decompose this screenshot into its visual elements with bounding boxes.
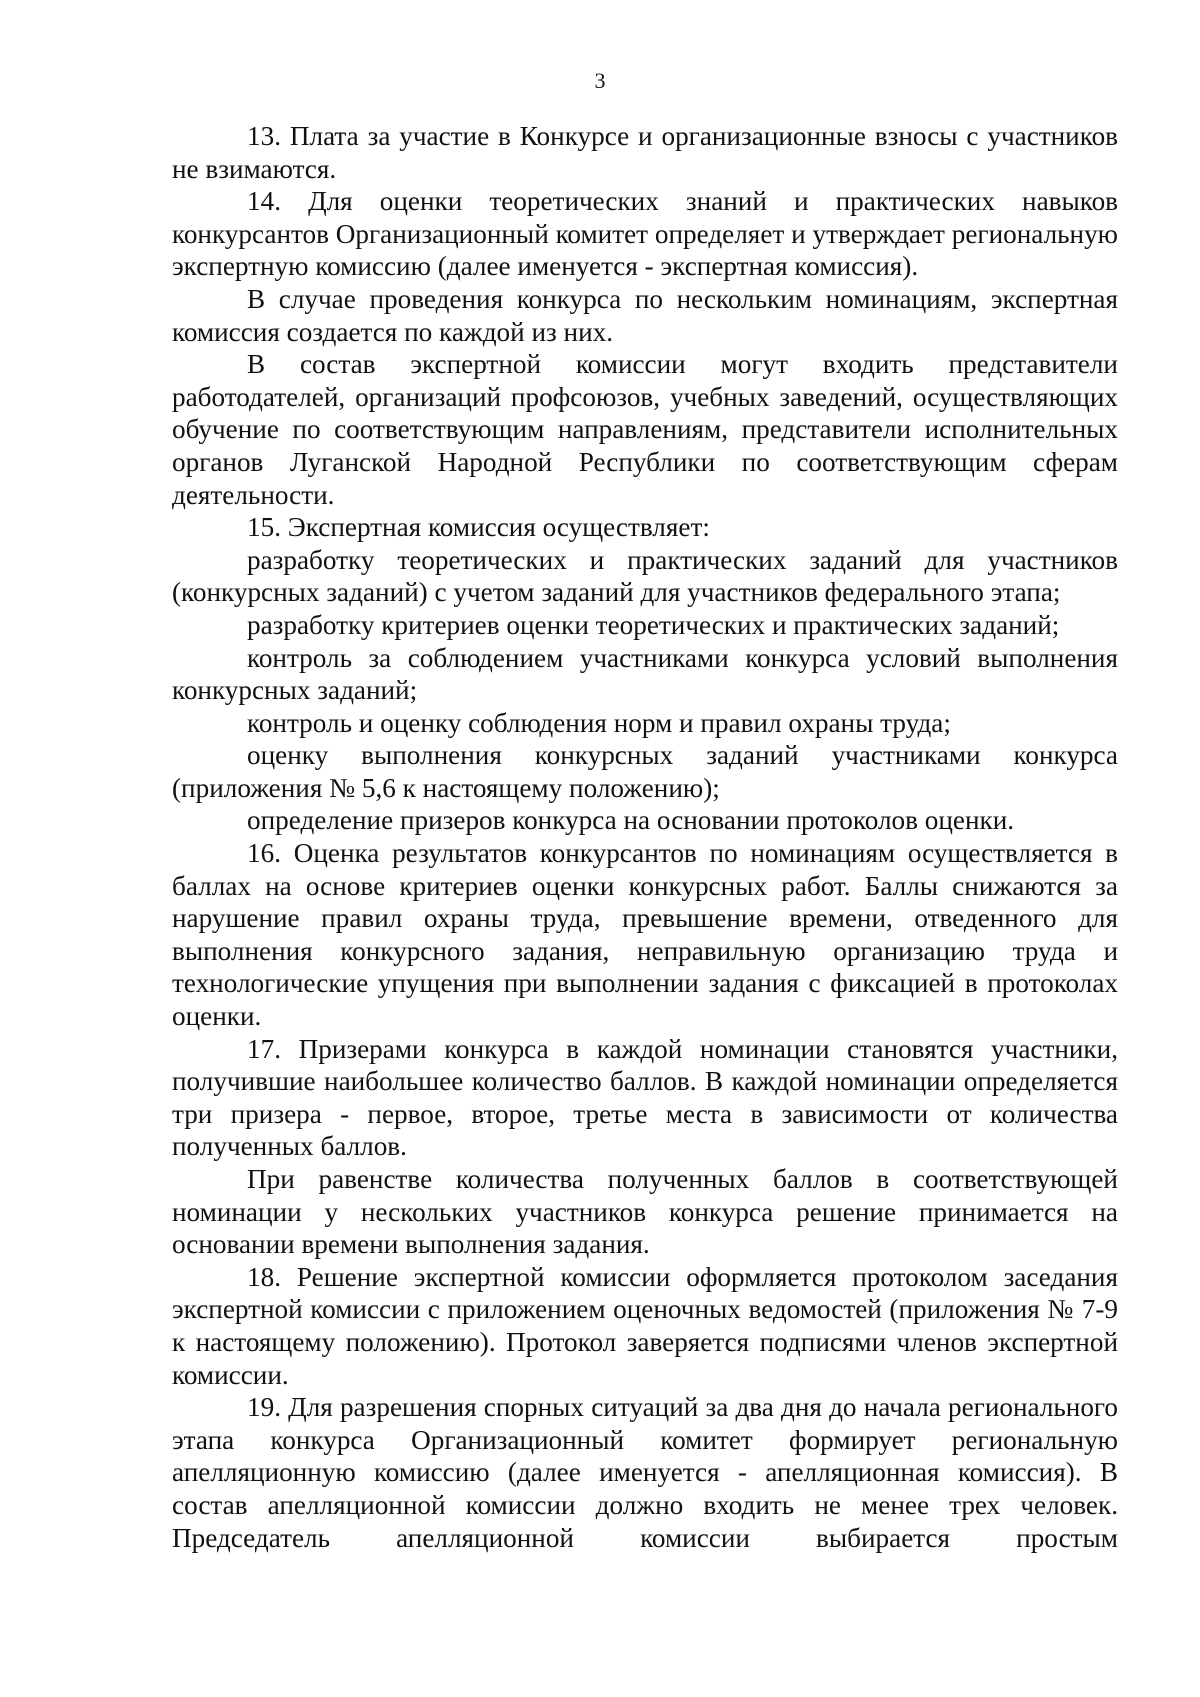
paragraph-18: 18. Решение экспертной комиссии оформляется протоколом заседания экспертной комиссии с приложением оценочных ведомостей (приложения № 7-9 к настоящему положению). Протокол заверяется подписями членов экспертной комиссии. xyxy=(172,1261,1118,1390)
list-item: разработку критериев оценки теоретических и практических заданий; xyxy=(247,609,1060,640)
page-number: 3 xyxy=(594,68,606,93)
paragraph-14-composition: В состав экспертной комиссии могут входить представители работодателей, организаций профсоюзов, учебных заведений, осуществляющих обучение по соответствующим направлениям, представители исполнительных органов Луганской Народной Республики по соответствующим сферам деятельности. xyxy=(172,349,1118,510)
list-item: оценку выполнения конкурсных заданий участниками конкурса (приложения № 5,6 к настоящему положению); xyxy=(172,740,1118,803)
paragraph-13: 13. Плата за участие в Конкурсе и организационные взносы с участников не взимаются. xyxy=(172,121,1118,184)
paragraph-19: 19. Для разрешения спорных ситуаций за два дня до начала регионального этапа конкурса Организационный комитет формирует региональную апелляционную комиссию (далее именуется - апелляционная комиссия). В состав апелляционной комиссии должно входить не менее трех человек. Председатель апелляционной комиссии выбирается простым xyxy=(172,1392,1118,1553)
list-item: контроль за соблюдением участниками конкурса условий выполнения конкурсных заданий; xyxy=(172,642,1118,706)
paragraph-14-nominations: В случае проведения конкурса по нескольким номинациям, экспертная комиссия создается по каждой из них. xyxy=(172,283,1118,347)
list-item: разработку теоретических и практических заданий для участников (конкурсных заданий) с учетом заданий для участников федерального этапа; xyxy=(172,544,1118,608)
paragraph-16: 16. Оценка результатов конкурсантов по номинациям осуществляется в баллах на основе критериев оценки конкурсных работ. Баллы снижаются за нарушение правил охраны труда, превышение времени, отведенного для выполнения конкурсного задания, неправильную организацию труда и технологические упущения при выполнении задания с фиксацией в протоколах оценки. xyxy=(172,838,1118,1032)
paragraph-17: 17. Призерами конкурса в каждой номинации становятся участники, получившие наибольшее количество баллов. В каждой номинации определяется три призера - первое, второе, третье места в зависимости от количества полученных баллов. xyxy=(172,1033,1118,1162)
paragraph-14: 14. Для оценки теоретических знаний и практических навыков конкурсантов Организационный комитет определяет и утверждает региональную экспертную комиссию (далее именуется - экспертная комиссия). xyxy=(172,186,1118,282)
document-body xyxy=(172,120,1118,1554)
paragraph-15: 15. Экспертная комиссия осуществляет: xyxy=(247,512,710,543)
paragraph-17-tie: При равенстве количества полученных баллов в соответствующей номинации у нескольких участников конкурса решение принимается на основании времени выполнения задания. xyxy=(172,1164,1118,1260)
list-item: контроль и оценку соблюдения норм и правил охраны труда; xyxy=(247,707,951,738)
list-item: определение призеров конкурса на основании протоколов оценки. xyxy=(247,805,1015,836)
